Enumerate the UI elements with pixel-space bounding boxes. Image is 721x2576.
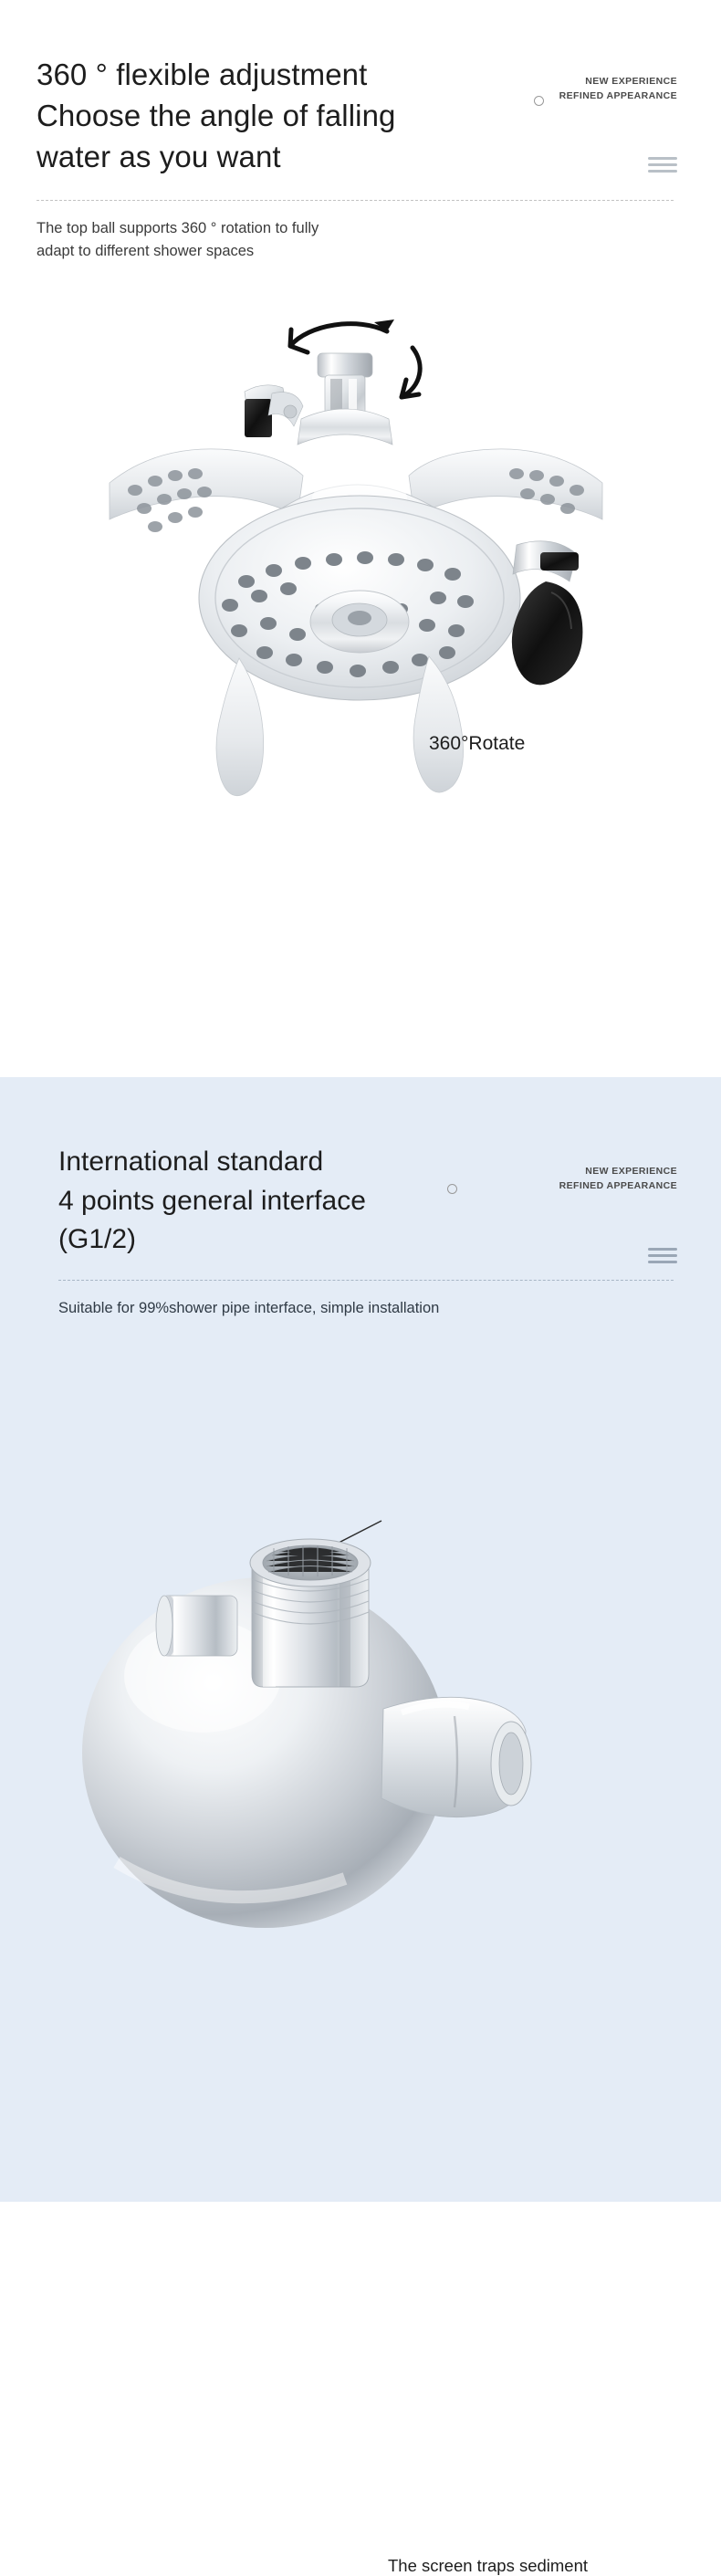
menu-bars-icon — [648, 157, 677, 176]
section2-title-line-3: (G1/2) — [58, 1224, 137, 1255]
section2-eyebrow — [559, 1165, 677, 1194]
section-360-rotation — [0, 0, 721, 1077]
circle-outline-icon-2 — [447, 1184, 457, 1194]
bar2-1 — [648, 1248, 677, 1251]
circle-outline-icon — [534, 96, 544, 106]
title-line-3: water as you want — [37, 139, 281, 173]
eyebrow-line-1: NEW EXPERIENCE — [585, 76, 677, 87]
subtitle-line-2: adapt to different shower spaces — [37, 243, 255, 260]
outlet-spout — [381, 1698, 531, 1817]
eyebrow-line-2: REFINED APPEARANCE — [559, 89, 677, 101]
connector-graphic — [0, 1351, 721, 2136]
section1-eyebrow — [559, 75, 677, 104]
side-valve-left — [245, 385, 303, 437]
page-title — [37, 55, 584, 178]
section1-subtitle — [37, 217, 548, 264]
title-line-2: Choose the angle of falling — [37, 98, 396, 132]
menu-bars-icon-2 — [648, 1248, 677, 1267]
rotate-annotation: 360°Rotate — [429, 732, 526, 754]
section2-subtitle: Suitable for 99%shower pipe interface, simple installation — [58, 1299, 440, 1316]
bar2-3 — [648, 1261, 677, 1263]
showerhead-illustration — [0, 291, 721, 875]
bar2-2 — [648, 1254, 677, 1257]
section2-title-line-2: 4 points general interface — [58, 1185, 366, 1216]
eyebrow2-line-2: REFINED APPEARANCE — [559, 1179, 677, 1191]
screen-annotation: The screen traps sediment — [388, 2556, 589, 2575]
ball-joint — [298, 353, 392, 445]
section2-title — [58, 1143, 606, 1260]
connector-illustration — [0, 1351, 721, 2136]
center-hole — [348, 611, 371, 625]
showerhead-graphic — [0, 291, 721, 875]
bar-1 — [648, 157, 677, 160]
bar-2 — [648, 163, 677, 166]
section2-title-line-1: International standard — [58, 1147, 324, 1177]
eyebrow2-line-1: NEW EXPERIENCE — [585, 1166, 677, 1177]
subtitle-line-1: The top ball supports 360 ° rotation to fully — [37, 219, 319, 236]
title-line-1: 360 ° flexible adjustment — [37, 58, 368, 91]
right-handle — [512, 541, 583, 686]
section-g12-interface — [0, 1077, 721, 2575]
bar-3 — [648, 170, 677, 173]
side-stub — [156, 1596, 237, 1656]
section1-divider — [37, 200, 674, 201]
section2-divider — [58, 1280, 674, 1281]
